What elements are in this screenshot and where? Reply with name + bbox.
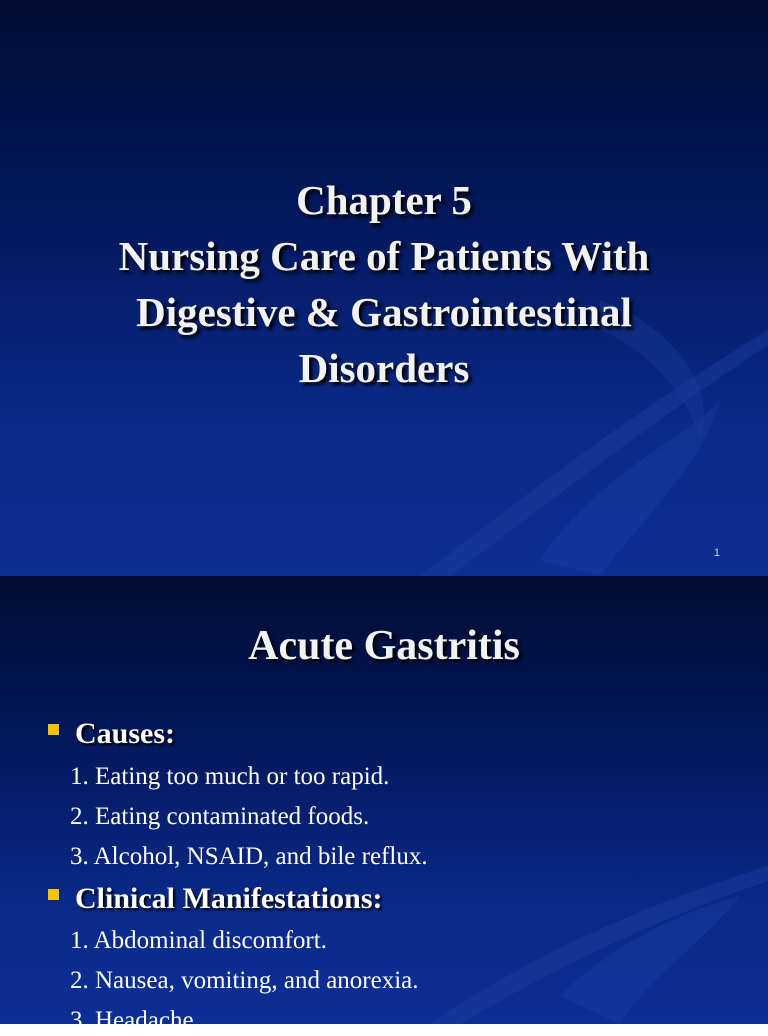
- section-heading-label: Clinical Manifestations:: [75, 882, 383, 915]
- section-heading-causes: [48, 716, 175, 752]
- section-heading-clinical-manifestations: [48, 881, 383, 917]
- section-heading-label: Causes:: [75, 717, 176, 750]
- slide-title: [40, 172, 728, 396]
- title-line: Disorders: [298, 345, 470, 391]
- page-number: 1: [713, 547, 720, 559]
- list-item: 1. Eating too much or too rapid.: [70, 763, 390, 790]
- list-item: 3. Headache.: [70, 1007, 200, 1034]
- list-item: 1. Abdominal discomfort.: [70, 927, 327, 954]
- title-line: Digestive & Gastrointestinal: [136, 289, 632, 335]
- title-line: Chapter 5: [296, 177, 472, 223]
- bullet-square-icon: [48, 724, 59, 735]
- slide-title: Acute Gastritis: [248, 623, 520, 669]
- bullet-square-icon: [48, 889, 59, 900]
- list-item: 2. Eating contaminated foods.: [70, 803, 370, 830]
- list-item: 3. Alcohol, NSAID, and bile reflux.: [70, 843, 428, 870]
- title-line: Nursing Care of Patients With: [118, 233, 650, 279]
- list-item: 2. Nausea, vomiting, and anorexia.: [70, 967, 419, 994]
